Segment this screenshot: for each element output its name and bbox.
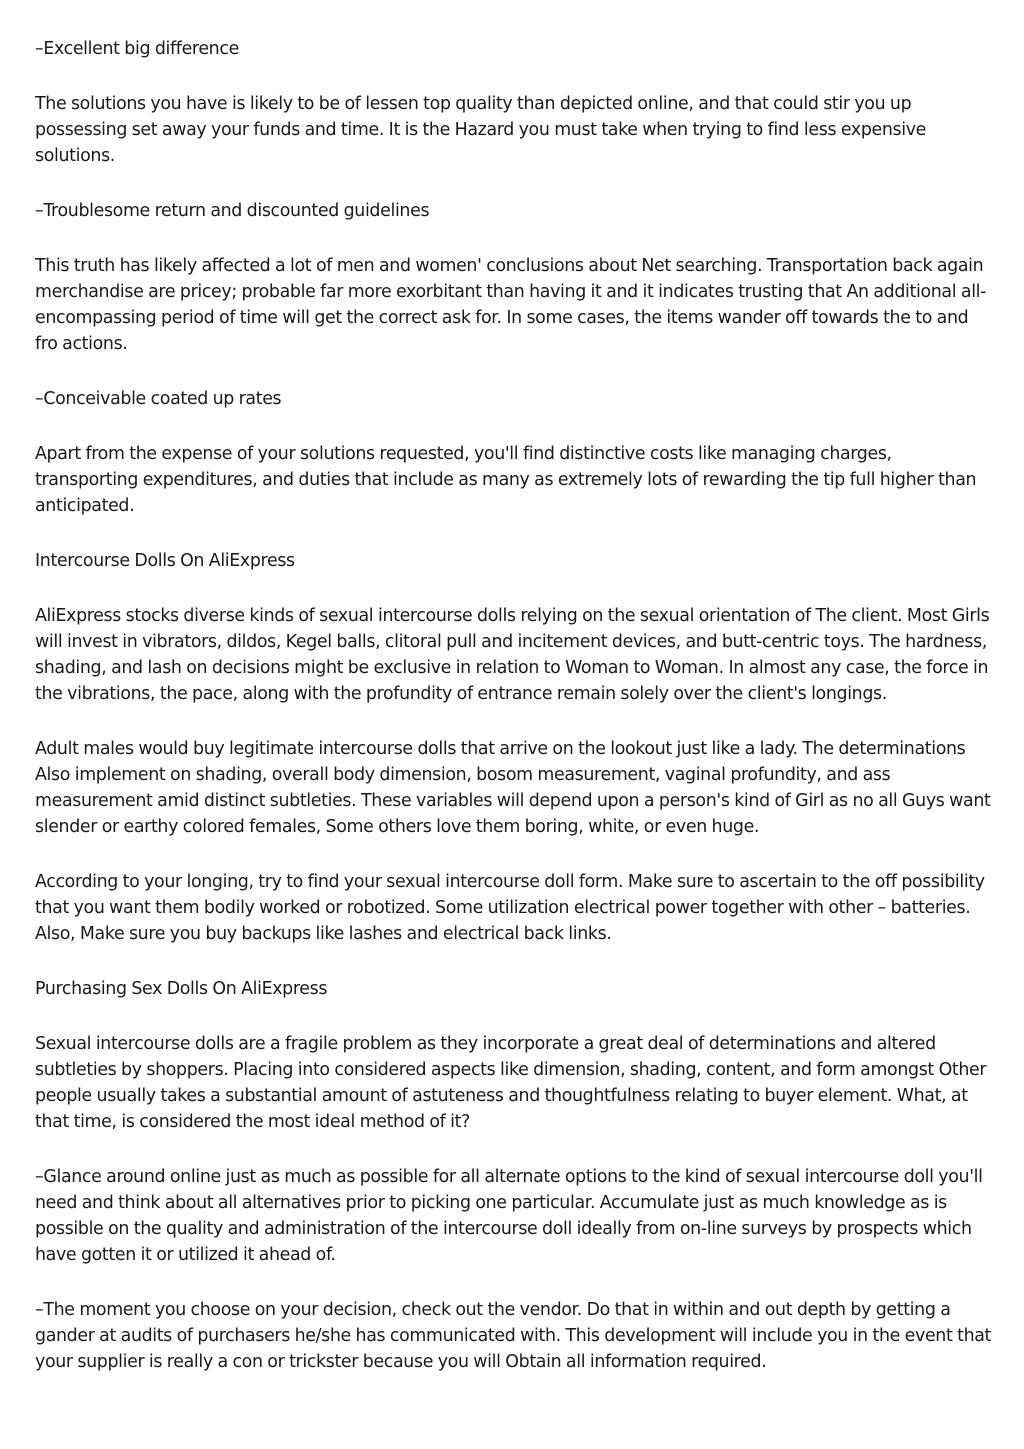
paragraph-adult-males: Adult males would buy legitimate intercourse dolls that arrive on the lookout just like a lady. The determinations Also implement on shading, overall body dimension, bosom measurement, vaginal profundity, and ass measurement amid distinct subtleties. These variables will depend upon a person's kind of Girl as no all Guys want slender or earthy colored females, Some others love them boring, white, or even huge. [35, 739, 991, 837]
paragraph-check-vendor: –The moment you choose on your decision, check out the vendor. Do that in within and out depth by getting a gander at audits of purchasers he/she has communicated with. This development will include you in the event that your supplier is really a con or trickster because you will Obtain all information required. [35, 1300, 992, 1372]
paragraph-return-policy: This truth has likely affected a lot of men and women' conclusions about Net searching. Transportation back again merchandise are pricey; probable far more exorbitant than having it and it indicates trusting that An additional all-encompassing period of time will get the correct ask for. In some cases, the items wander off towards the to and fro actions. [35, 256, 987, 354]
heading-intercourse-dolls-aliexpress: Intercourse Dolls On AliExpress [35, 551, 295, 571]
paragraph-aliexpress-stocks: AliExpress stocks diverse kinds of sexual intercourse dolls relying on the sexual orientation of The client. Most Girls will invest in vibrators, dildos, Kegel balls, clitoral pull and incitement devices, and butt-centric toys. The hardness, shading, and lash on decisions might be exclusive in relation to Woman to Woman. In almost any case, the force in the vibrations, the pace, along with the profundity of entrance remain solely over the client's longings. [35, 606, 990, 704]
paragraph-doll-form: According to your longing, try to find your sexual intercourse doll form. Make sure to ascertain to the off possibility that you want them bodily worked or robotized. Some utilization electrical power together with other – batteries. Also, Make sure you buy backups like lashes and electrical back links. [35, 872, 985, 944]
paragraph-glance-around: –Glance around online just as much as possible for all alternate options to the kind of sexual intercourse doll you'll need and think about all alternatives prior to picking one particular. Accumulate just as much knowledge as is possible on the quality and administration of the intercourse doll ideally from on-line surveys by prospects which have gotten it or utilized it ahead of. [35, 1167, 983, 1265]
paragraph-costs: Apart from the expense of your solutions requested, you'll find distinctive costs like managing charges, transporting expenditures, and duties that include as many as extremely lots of rewarding the tip full higher than anticipated. [35, 444, 977, 516]
paragraph-quality: The solutions you have is likely to be of lessen top quality than depicted online, and that could stir you up possessing set away your funds and time. It is the Hazard you must take when trying to find less expensive solutions. [35, 94, 927, 166]
document-body [35, 36, 995, 1404]
subheading-coated-up-rates: –Conceivable coated up rates [35, 389, 282, 409]
paragraph-fragile-problem: Sexual intercourse dolls are a fragile problem as they incorporate a great deal of determinations and altered subtleties by shoppers. Placing into considered aspects like dimension, shading, content, and form amongst Other people usually takes a substantial amount of astuteness and thoughtfulness relating to buyer element. What, at that time, is considered the most ideal method of it? [35, 1034, 987, 1132]
subheading-excellent-big-difference: –Excellent big difference [35, 39, 239, 59]
subheading-troublesome-return: –Troublesome return and discounted guidelines [35, 201, 430, 221]
heading-purchasing-sex-dolls: Purchasing Sex Dolls On AliExpress [35, 979, 328, 999]
